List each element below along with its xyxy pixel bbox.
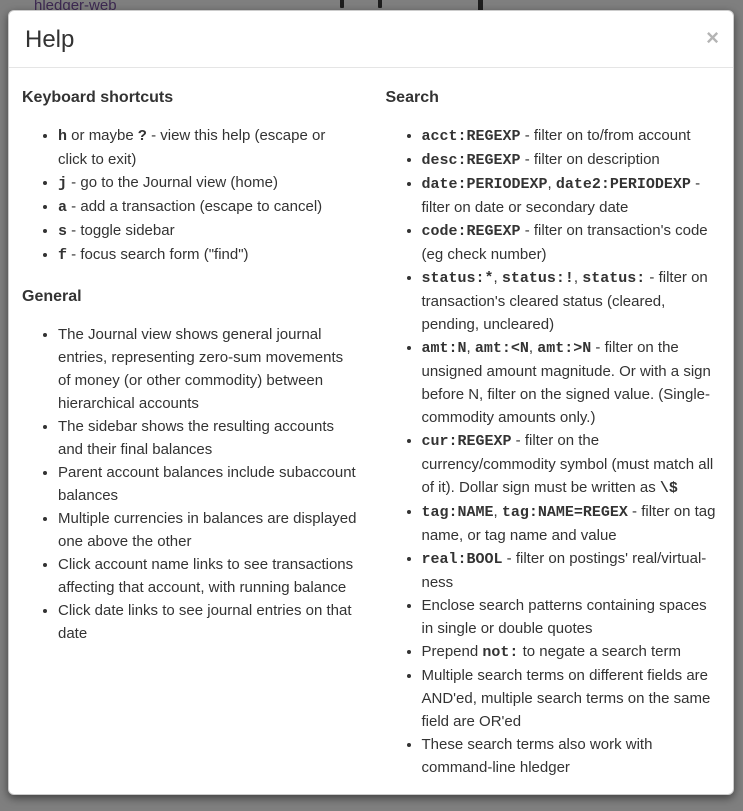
code-term: status:! [501,270,574,287]
section-title: Search [385,89,439,106]
help-list-item: • Click account name links to see transactions affecting that account, with running balance [58,553,358,599]
code-term: code:REGEXP [421,223,521,240]
code-term: not: [482,644,519,661]
help-list-item: • a - add a transaction (escape to cancel) [58,195,358,219]
help-list-item: • Enclose search patterns containing spaces in single or double quotes [422,594,722,640]
help-list-item: • real:BOOL - filter on postings' real/virtual-ness [422,547,722,594]
code-term: amt:>N [537,340,592,357]
code-term: real:BOOL [421,551,503,568]
help-list-item: • f - focus search form ("find") [58,243,358,267]
code-term: acct:REGEXP [421,128,521,145]
help-list-item: • acct:REGEXP - filter on to/from account [422,124,722,148]
code-term: date:PERIODEXP [421,176,548,193]
code-term: amt:<N [474,340,529,357]
code-term: j [58,175,68,192]
code-term: amt:N [421,340,467,357]
help-list-item: • j - go to the Journal view (home) [58,171,358,195]
help-list-item: • Click date links to see journal entries on that date [58,599,358,645]
help-list-item: • Multiple search terms on different fields are AND'ed, multiple search terms on the same field are OR'ed [422,664,722,733]
code-term: a [58,199,68,216]
code-term: f [58,247,68,264]
help-list-item: • h or maybe ? - view this help (escape or click to exit) [58,124,358,171]
section-title: Keyboard shortcuts [22,89,174,106]
help-list [386,124,722,779]
code-term: h [58,128,68,145]
help-list-item: • tag:NAME, tag:NAME=REGEX - filter on tag name, or tag name and value [422,500,722,547]
help-list [22,323,358,645]
code-term: cur:REGEXP [421,433,512,450]
help-list [22,124,358,267]
help-list-item: • Multiple currencies in balances are displayed one above the other [58,507,358,553]
help-list-item: • date:PERIODEXP, date2:PERIODEXP - filter on date or secondary date [422,172,722,219]
modal-title: Help [25,26,75,53]
column-search [386,68,722,795]
help-list-item: • status:*, status:!, status: - filter on transaction's cleared status (cleared, pending, uncleared) [422,266,722,336]
modal-body [9,68,733,795]
code-term: desc:REGEXP [421,152,521,169]
help-list-item: • s - toggle sidebar [58,219,358,243]
code-term: tag:NAME=REGEX [501,504,628,521]
close-icon[interactable]: × [706,25,719,50]
help-list-item: • desc:REGEXP - filter on description [422,148,722,172]
help-list-item: • The sidebar shows the resulting accounts and their final balances [58,415,358,461]
modal-header [9,11,733,68]
help-list-item: • Prepend not: to negate a search term [422,640,722,664]
code-term: date2:PERIODEXP [555,176,691,193]
code-term: s [58,223,68,240]
section-title: General [22,288,82,305]
help-modal [8,10,734,795]
help-list-item: • The Journal view shows general journal entries, representing zero-sum movements of money (or other commodity) between hierarchical accounts [58,323,358,415]
help-list-item: • code:REGEXP - filter on transaction's code (eg check number) [422,219,722,266]
help-list-item: • amt:N, amt:<N, amt:>N - filter on the unsigned amount magnitude. Or with a sign before N, filter on the signed value. (Single-commodity amounts only.) [422,336,722,429]
help-list-item: • These search terms also work with command-line hledger [422,733,722,779]
help-list-item: • cur:REGEXP - filter on the currency/commodity symbol (must match all of it). Dollar sign must be written as \$ [422,429,722,500]
code-term: ? [137,128,147,145]
code-term: status:* [421,270,494,287]
help-list-item: • Parent account balances include subaccount balances [58,461,358,507]
column-keyboard-general [22,68,358,795]
code-term: status: [582,270,646,287]
code-term: \$ [659,480,678,497]
code-term: tag:NAME [421,504,494,521]
